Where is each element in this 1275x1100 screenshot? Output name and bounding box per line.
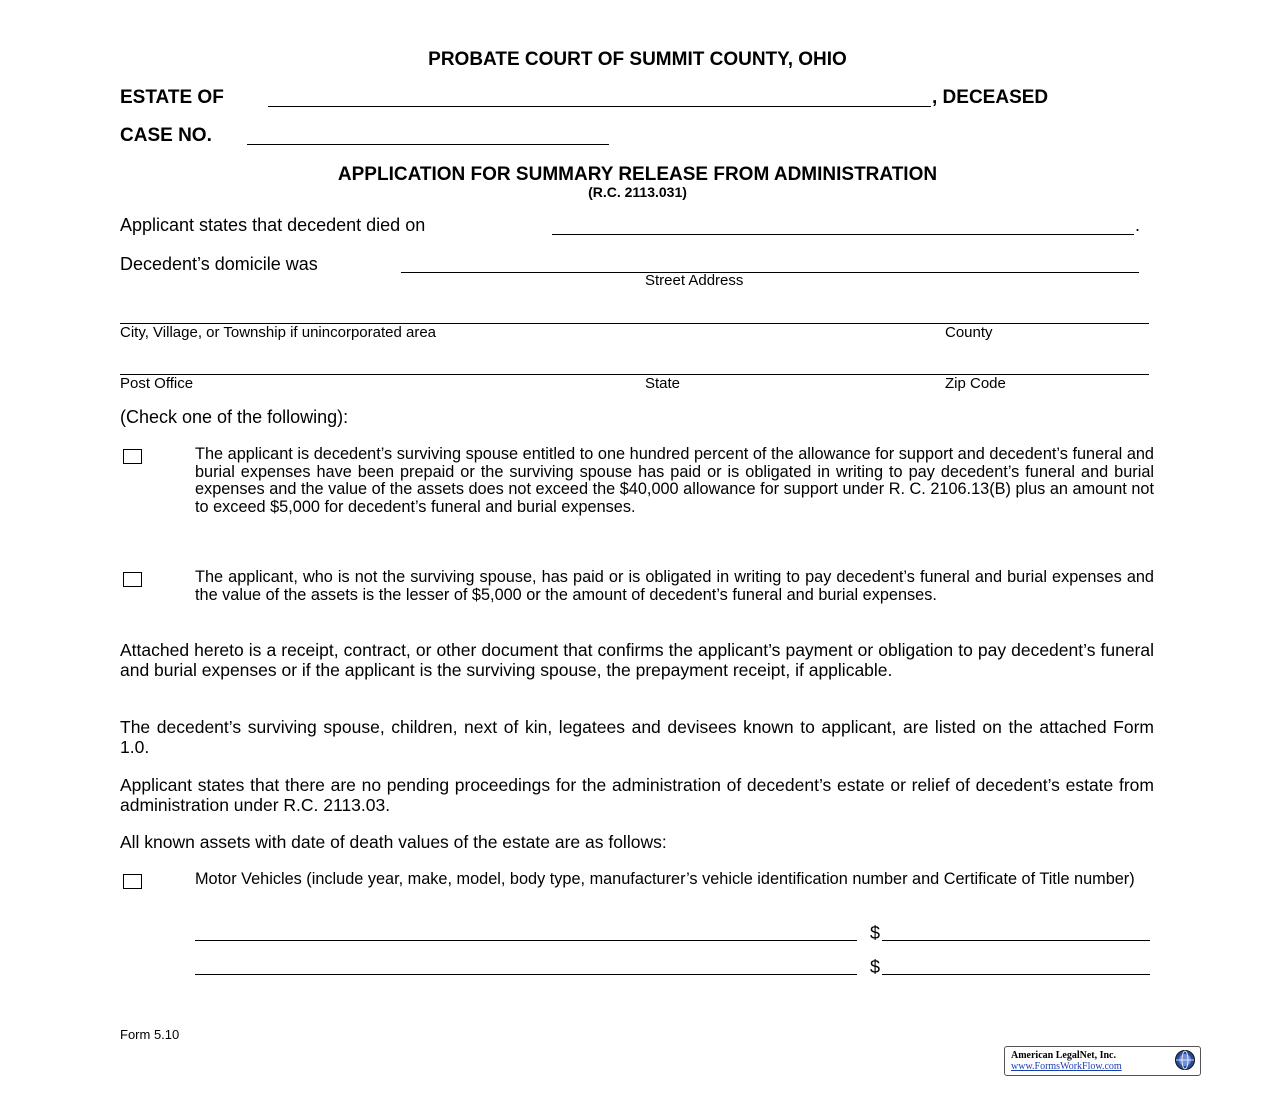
check-instruction: (Check one of the following): [120, 407, 349, 427]
next-of-kin-paragraph: The decedent’s surviving spouse, children, next of kin, legatees and devisees known to applicant, are listed on the attached Form 1.0. [120, 717, 1154, 757]
legalnet-logo[interactable] [1004, 1046, 1201, 1076]
died-on-label: Applicant states that decedent died on [120, 215, 426, 235]
estate-name-field[interactable] [268, 106, 931, 107]
statute-reference: (R.C. 2113.031) [588, 184, 687, 200]
deceased-label: , DECEASED [932, 87, 1049, 108]
spouse-option-text: The applicant is decedent’s surviving spouse entitled to one hundred percent of the allowance for support and decedent’s funeral and burial expenses have been prepaid or the surviving spouse has paid or is obligated in writing to pay decedent’s funeral and burial expenses and the value of the assets does not exceed the $40,000 allowance for support under R. C. 2106.13(B) plus an amount not to exceed $5,000 for decedent’s funeral and burial expenses. [195, 445, 1154, 516]
motor-vehicles-checkbox[interactable] [123, 874, 142, 889]
county-caption: County [945, 324, 993, 341]
court-title: PROBATE COURT OF SUMMIT COUNTY, OHIO [428, 49, 847, 70]
spouse-option-checkbox[interactable] [123, 449, 142, 464]
domicile-label: Decedent’s domicile was [120, 254, 318, 274]
post-office-caption: Post Office [120, 375, 194, 392]
date-of-death-field[interactable] [552, 234, 1134, 235]
zip-caption: Zip Code [945, 375, 1006, 392]
dollar-sign-2: $ [870, 957, 881, 977]
logo-company-name: American LegalNet, Inc. [1011, 1050, 1116, 1061]
state-caption: State [645, 375, 681, 392]
street-address-caption: Street Address [645, 272, 744, 289]
motor-vehicles-label: Motor Vehicles (include year, make, model, body type, manufacturer’s vehicle identification number and Certificate of Title number) [195, 870, 1135, 888]
case-no-label: CASE NO. [120, 125, 212, 146]
non-spouse-option-text: The applicant, who is not the surviving spouse, has paid or is obligated in writing to pay decedent’s funeral and burial expenses and the value of the assets is the lesser of $5,000 or the amount of decedent’s funeral and burial expenses. [195, 568, 1154, 604]
logo-website-link[interactable]: www.FormsWorkFlow.com [1011, 1061, 1122, 1072]
city-caption: City, Village, or Township if unincorporated area [120, 324, 437, 341]
case-no-field[interactable] [247, 144, 609, 145]
vehicle-description-field-2[interactable] [195, 974, 857, 975]
died-on-period: . [1135, 215, 1141, 235]
estate-of-label: ESTATE OF [120, 87, 224, 108]
known-assets-paragraph: All known assets with date of death values of the estate are as follows: [120, 832, 667, 852]
form-number: Form 5.10 [120, 1027, 180, 1042]
vehicle-description-field-1[interactable] [195, 940, 857, 941]
vehicle-value-field-2[interactable] [882, 974, 1150, 975]
non-spouse-option-checkbox[interactable] [123, 572, 142, 587]
form-title: APPLICATION FOR SUMMARY RELEASE FROM ADMINISTRATION [337, 164, 938, 185]
dollar-sign-1: $ [870, 923, 881, 943]
attached-receipt-paragraph: Attached hereto is a receipt, contract, or other document that confirms the applicant’s payment or obligation to pay decedent’s funeral and burial expenses or if the applicant is the surviving spouse, the prepayment receipt, if applicable. [120, 640, 1154, 680]
street-address-field[interactable] [401, 272, 1139, 273]
vehicle-value-field-1[interactable] [882, 940, 1150, 941]
no-pending-proceedings-paragraph: Applicant states that there are no pending proceedings for the administration of decedent’s estate or relief of decedent’s estate from administration under R.C. 2113.03. [120, 775, 1154, 815]
globe-icon [1174, 1049, 1196, 1071]
